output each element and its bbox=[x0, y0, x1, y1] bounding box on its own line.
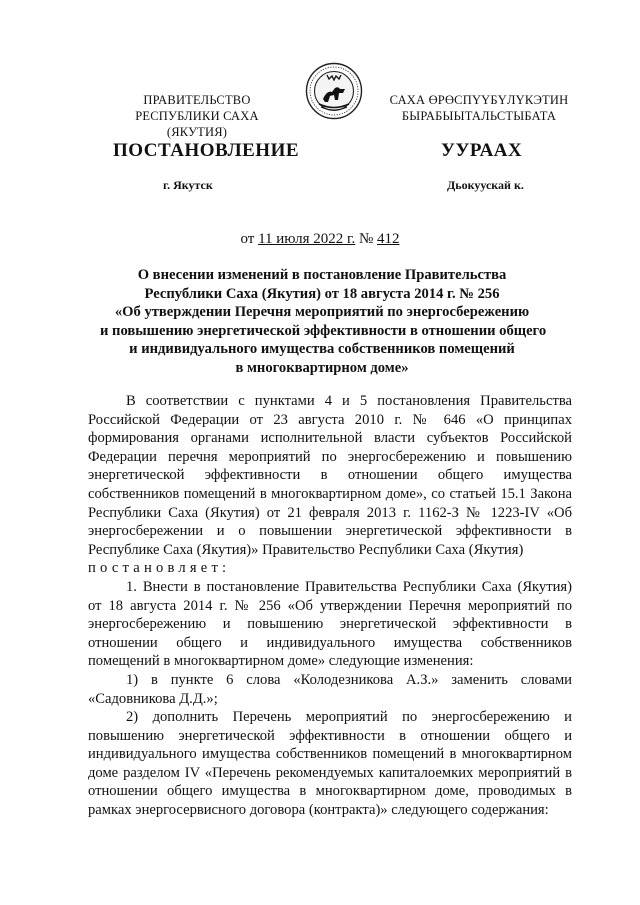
body-paragraph-item-1: 1. Внести в постановление Правительства Республики Саха (Якутия) от 18 августа 2014 г. № 256 «Об утверждении Перечня мероприятий по энергосбережению и повышению энергетической эффективности в отношении общего и индивидуального имущества собственников помещений в многоквартирном доме» следующие изменения: bbox=[88, 578, 572, 670]
decree-heading bbox=[100, 266, 547, 378]
title-sakha: УУРААХ bbox=[441, 140, 523, 161]
header-right-line2: БЫРАБЫЫТАЛЬСТЫБАТА bbox=[401, 109, 557, 123]
body-resolves-word: постановляет: bbox=[88, 560, 231, 577]
title-russian: ПОСТАНОВЛЕНИЕ bbox=[113, 140, 300, 161]
date-value: 11 июля 2022 г. bbox=[258, 231, 356, 247]
decree-body bbox=[88, 392, 572, 820]
date-prefix: от bbox=[240, 231, 255, 247]
body-paragraph-preamble: В соответствии с пунктами 4 и 5 постановления Правительства Российской Федерации от 23 августа 2010 г. № 646 «О принципах формирования органами исполнительной власти субъектов Российской Федерации перечня мероприятий по энергосбережению и повышению энергетической эффективности в отношении общего имущества собственников помещений в многоквартирном доме», со статьей 15.1 Закона Республики Саха (Якутия) от 21 февраля 2013 г. 1162-З № 1223-IV «Об энергосбережении и о повышении энергетической эффективности в Республике Саха (Якутия)» Правительство Республики Саха (Якутия) bbox=[88, 393, 572, 558]
city-russian: г. Якутск bbox=[163, 178, 213, 192]
heading-line: О внесении изменений в постановление Правительства bbox=[137, 267, 507, 283]
coat-of-arms-seal-icon bbox=[305, 62, 363, 120]
header-left-line2: РЕСПУБЛИКИ САХА (ЯКУТИЯ) bbox=[135, 109, 259, 139]
heading-line: Республики Саха (Якутия) от 18 августа 2014 г. № 256 bbox=[144, 285, 500, 302]
heading-line: и индивидуального имущества собственников помещений bbox=[129, 341, 515, 358]
header-right-line1: САХА ӨРӨСПҮҮБҮЛҮКЭТИН bbox=[389, 93, 569, 107]
city-sakha: Дьокуускай к. bbox=[447, 178, 524, 192]
heading-line: и повышению энергетической эффективности в отношении общего bbox=[100, 322, 547, 339]
body-paragraph-subitem-1: 1) в пункте 6 слова «Колодезникова А.З.» заменить словами «Садовникова Д.Д.»; bbox=[88, 671, 572, 707]
heading-line: в многоквартирном доме» bbox=[235, 359, 409, 376]
heading-line: «Об утверждении Перечня мероприятий по энергосбережению bbox=[114, 304, 530, 321]
header-left-line1: ПРАВИТЕЛЬСТВО bbox=[143, 93, 251, 107]
header-left bbox=[112, 92, 282, 140]
body-paragraph-subitem-2: 2) дополнить Перечень мероприятий по энергосбережению и повышению энергетической эффективности в отношении общего и индивидуального имущества собственников помещений в многоквартирном доме разделом IV «Перечень рекомендуемых капиталоемких мероприятий в отношении общего имущества в многоквартирном доме, проводимых в рамках энергосервисного договора (контракта)» следующего содержания: bbox=[88, 709, 572, 819]
decree-number: 412 bbox=[377, 231, 400, 247]
header-right bbox=[384, 92, 574, 124]
date-line bbox=[0, 231, 640, 248]
number-sign: № bbox=[358, 231, 374, 247]
